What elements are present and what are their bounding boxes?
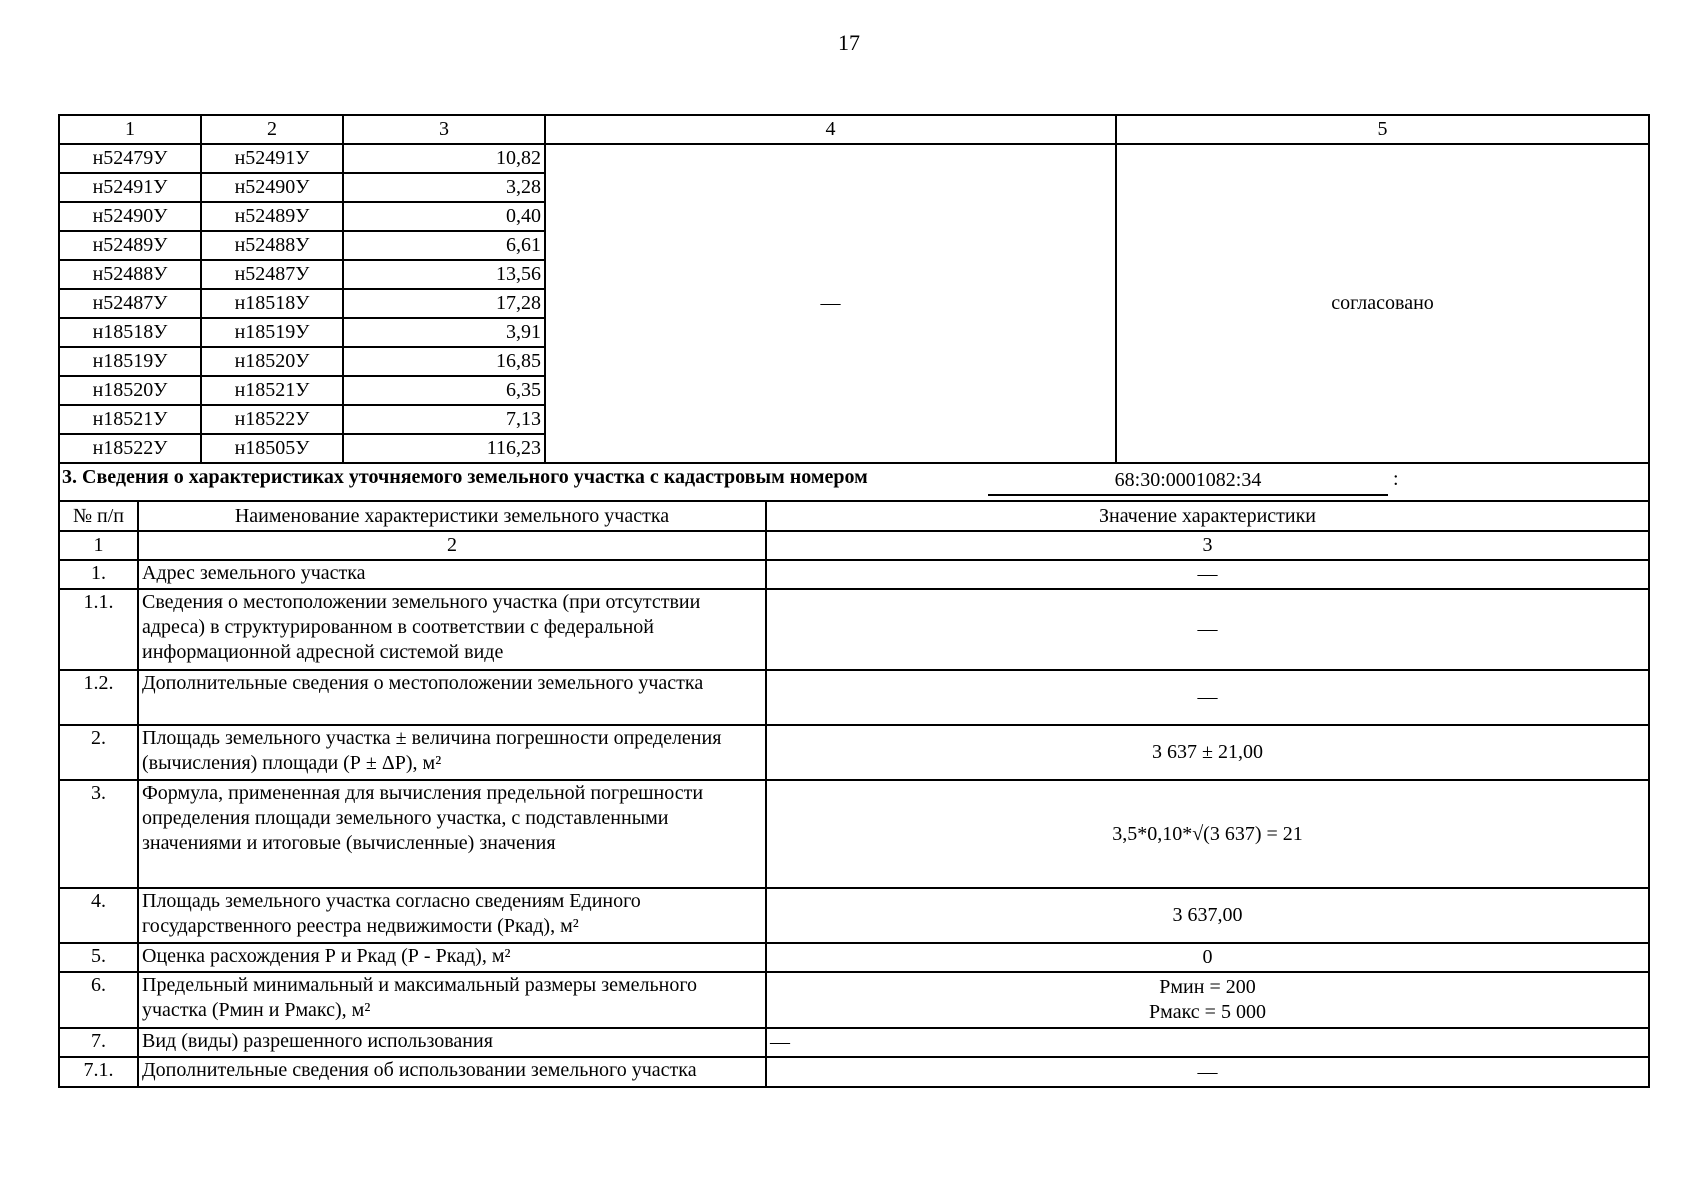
point-from: н18519У <box>59 347 201 376</box>
row-number: 7.1. <box>59 1057 138 1087</box>
point-to: н18522У <box>201 405 343 434</box>
characteristic-value: 0 <box>766 943 1649 972</box>
characteristic-name: Формула, примененная для вычисления предельной погрешности определения площади земельного участка, с подставленными значениями и итоговые (вычисленные) значения <box>138 780 766 888</box>
approval-status: согласовано <box>1116 144 1649 463</box>
page-number: 17 <box>838 30 860 55</box>
table-row <box>59 560 1649 589</box>
characteristic-name: Площадь земельного участка согласно сведениям Единого государственного реестра недвижимости (Ркад), м² <box>138 888 766 943</box>
point-to: н52489У <box>201 202 343 231</box>
row-number: 4. <box>59 888 138 943</box>
characteristic-name: Адрес земельного участка <box>138 560 766 589</box>
column-number: 2 <box>138 531 766 560</box>
section-title-colon: : <box>1393 468 1399 490</box>
min-size-value: Рмин = 200 <box>1159 976 1256 998</box>
point-from: н18522У <box>59 434 201 463</box>
table-row <box>59 144 1649 173</box>
characteristic-name: Дополнительные сведения об использовании земельного участка <box>138 1057 766 1087</box>
characteristic-name: Сведения о местоположении земельного участка (при отсутствии адреса) в структурированном в соответствии с федеральной информационной адресной системой виде <box>138 589 766 670</box>
point-to: н18520У <box>201 347 343 376</box>
column-header: 3 <box>343 115 545 144</box>
segment-length: 16,85 <box>343 347 545 376</box>
point-to: н18505У <box>201 434 343 463</box>
row-number: 1. <box>59 560 138 589</box>
boundary-segments-table <box>58 114 1650 464</box>
segment-length: 13,56 <box>343 260 545 289</box>
point-from: н18518У <box>59 318 201 347</box>
segment-length: 10,82 <box>343 144 545 173</box>
segment-length: 0,40 <box>343 202 545 231</box>
column-header: Наименование характеристики земельного участка <box>138 501 766 531</box>
characteristic-value: — <box>766 1057 1649 1087</box>
section-title: 3. Сведения о характеристиках уточняемого земельного участка с кадастровым номером <box>62 466 868 488</box>
point-to: н52491У <box>201 144 343 173</box>
column-number: 1 <box>59 531 138 560</box>
point-from: н52487У <box>59 289 201 318</box>
point-from: н18520У <box>59 376 201 405</box>
segment-length: 7,13 <box>343 405 545 434</box>
column-header: 1 <box>59 115 201 144</box>
table-row <box>59 1028 1649 1057</box>
row-number: 1.2. <box>59 670 138 725</box>
point-to: н52488У <box>201 231 343 260</box>
row-number: 5. <box>59 943 138 972</box>
characteristic-name: Площадь земельного участка ± величина погрешности определения (вычисления) площади (Р ± ΔР), м² <box>138 725 766 780</box>
characteristic-name: Оценка расхождения Р и Ркад (Р - Ркад), м² <box>138 943 766 972</box>
row-number: 7. <box>59 1028 138 1057</box>
point-from: н52488У <box>59 260 201 289</box>
table-row <box>59 972 1649 1028</box>
point-from: н52479У <box>59 144 201 173</box>
table-header-row <box>59 115 1649 144</box>
segment-length: 116,23 <box>343 434 545 463</box>
segment-length: 17,28 <box>343 289 545 318</box>
characteristic-value: — <box>766 560 1649 589</box>
segment-length: 6,61 <box>343 231 545 260</box>
table-row <box>59 888 1649 943</box>
row-number: 2. <box>59 725 138 780</box>
table-row <box>59 589 1649 670</box>
characteristic-name: Вид (виды) разрешенного использования <box>138 1028 766 1057</box>
characteristic-name: Предельный минимальный и максимальный размеры земельного участка (Рмин и Рмакс), м² <box>138 972 766 1028</box>
point-from: н18521У <box>59 405 201 434</box>
table-row <box>59 670 1649 725</box>
point-to: н52487У <box>201 260 343 289</box>
column-header: 5 <box>1116 115 1649 144</box>
row-number: 6. <box>59 972 138 1028</box>
point-from: н52489У <box>59 231 201 260</box>
cadastral-number: 68:30:0001082:34 <box>988 466 1388 496</box>
segment-length: 3,28 <box>343 173 545 202</box>
characteristic-value: — <box>766 670 1649 725</box>
column-number: 3 <box>766 531 1649 560</box>
column-header: 2 <box>201 115 343 144</box>
characteristic-value: — <box>766 1028 1649 1057</box>
table-row <box>59 943 1649 972</box>
table-row <box>59 780 1649 888</box>
segment-length: 3,91 <box>343 318 545 347</box>
point-to: н18519У <box>201 318 343 347</box>
characteristic-value-pair <box>766 972 1649 1028</box>
characteristics-table <box>58 500 1650 1088</box>
characteristic-value: — <box>766 589 1649 670</box>
point-to: н52490У <box>201 173 343 202</box>
point-to: н18518У <box>201 289 343 318</box>
table-row <box>59 725 1649 780</box>
table-header-row <box>59 501 1649 531</box>
point-to: н18521У <box>201 376 343 405</box>
segment-length: 6,35 <box>343 376 545 405</box>
column-4-value: — <box>545 144 1116 463</box>
max-size-value: Рмакс = 5 000 <box>1149 1001 1266 1023</box>
column-header: № п/п <box>59 501 138 531</box>
point-from: н52491У <box>59 173 201 202</box>
characteristic-value: 3 637,00 <box>766 888 1649 943</box>
row-number: 3. <box>59 780 138 888</box>
characteristic-name: Дополнительные сведения о местоположении земельного участка <box>138 670 766 725</box>
table-row <box>59 1057 1649 1087</box>
characteristic-value: 3,5*0,10*√(3 637) = 21 <box>766 780 1649 888</box>
row-number: 1.1. <box>59 589 138 670</box>
column-header: Значение характеристики <box>766 501 1649 531</box>
characteristic-value: 3 637 ± 21,00 <box>766 725 1649 780</box>
table-header-numbers-row <box>59 531 1649 560</box>
point-from: н52490У <box>59 202 201 231</box>
column-header: 4 <box>545 115 1116 144</box>
